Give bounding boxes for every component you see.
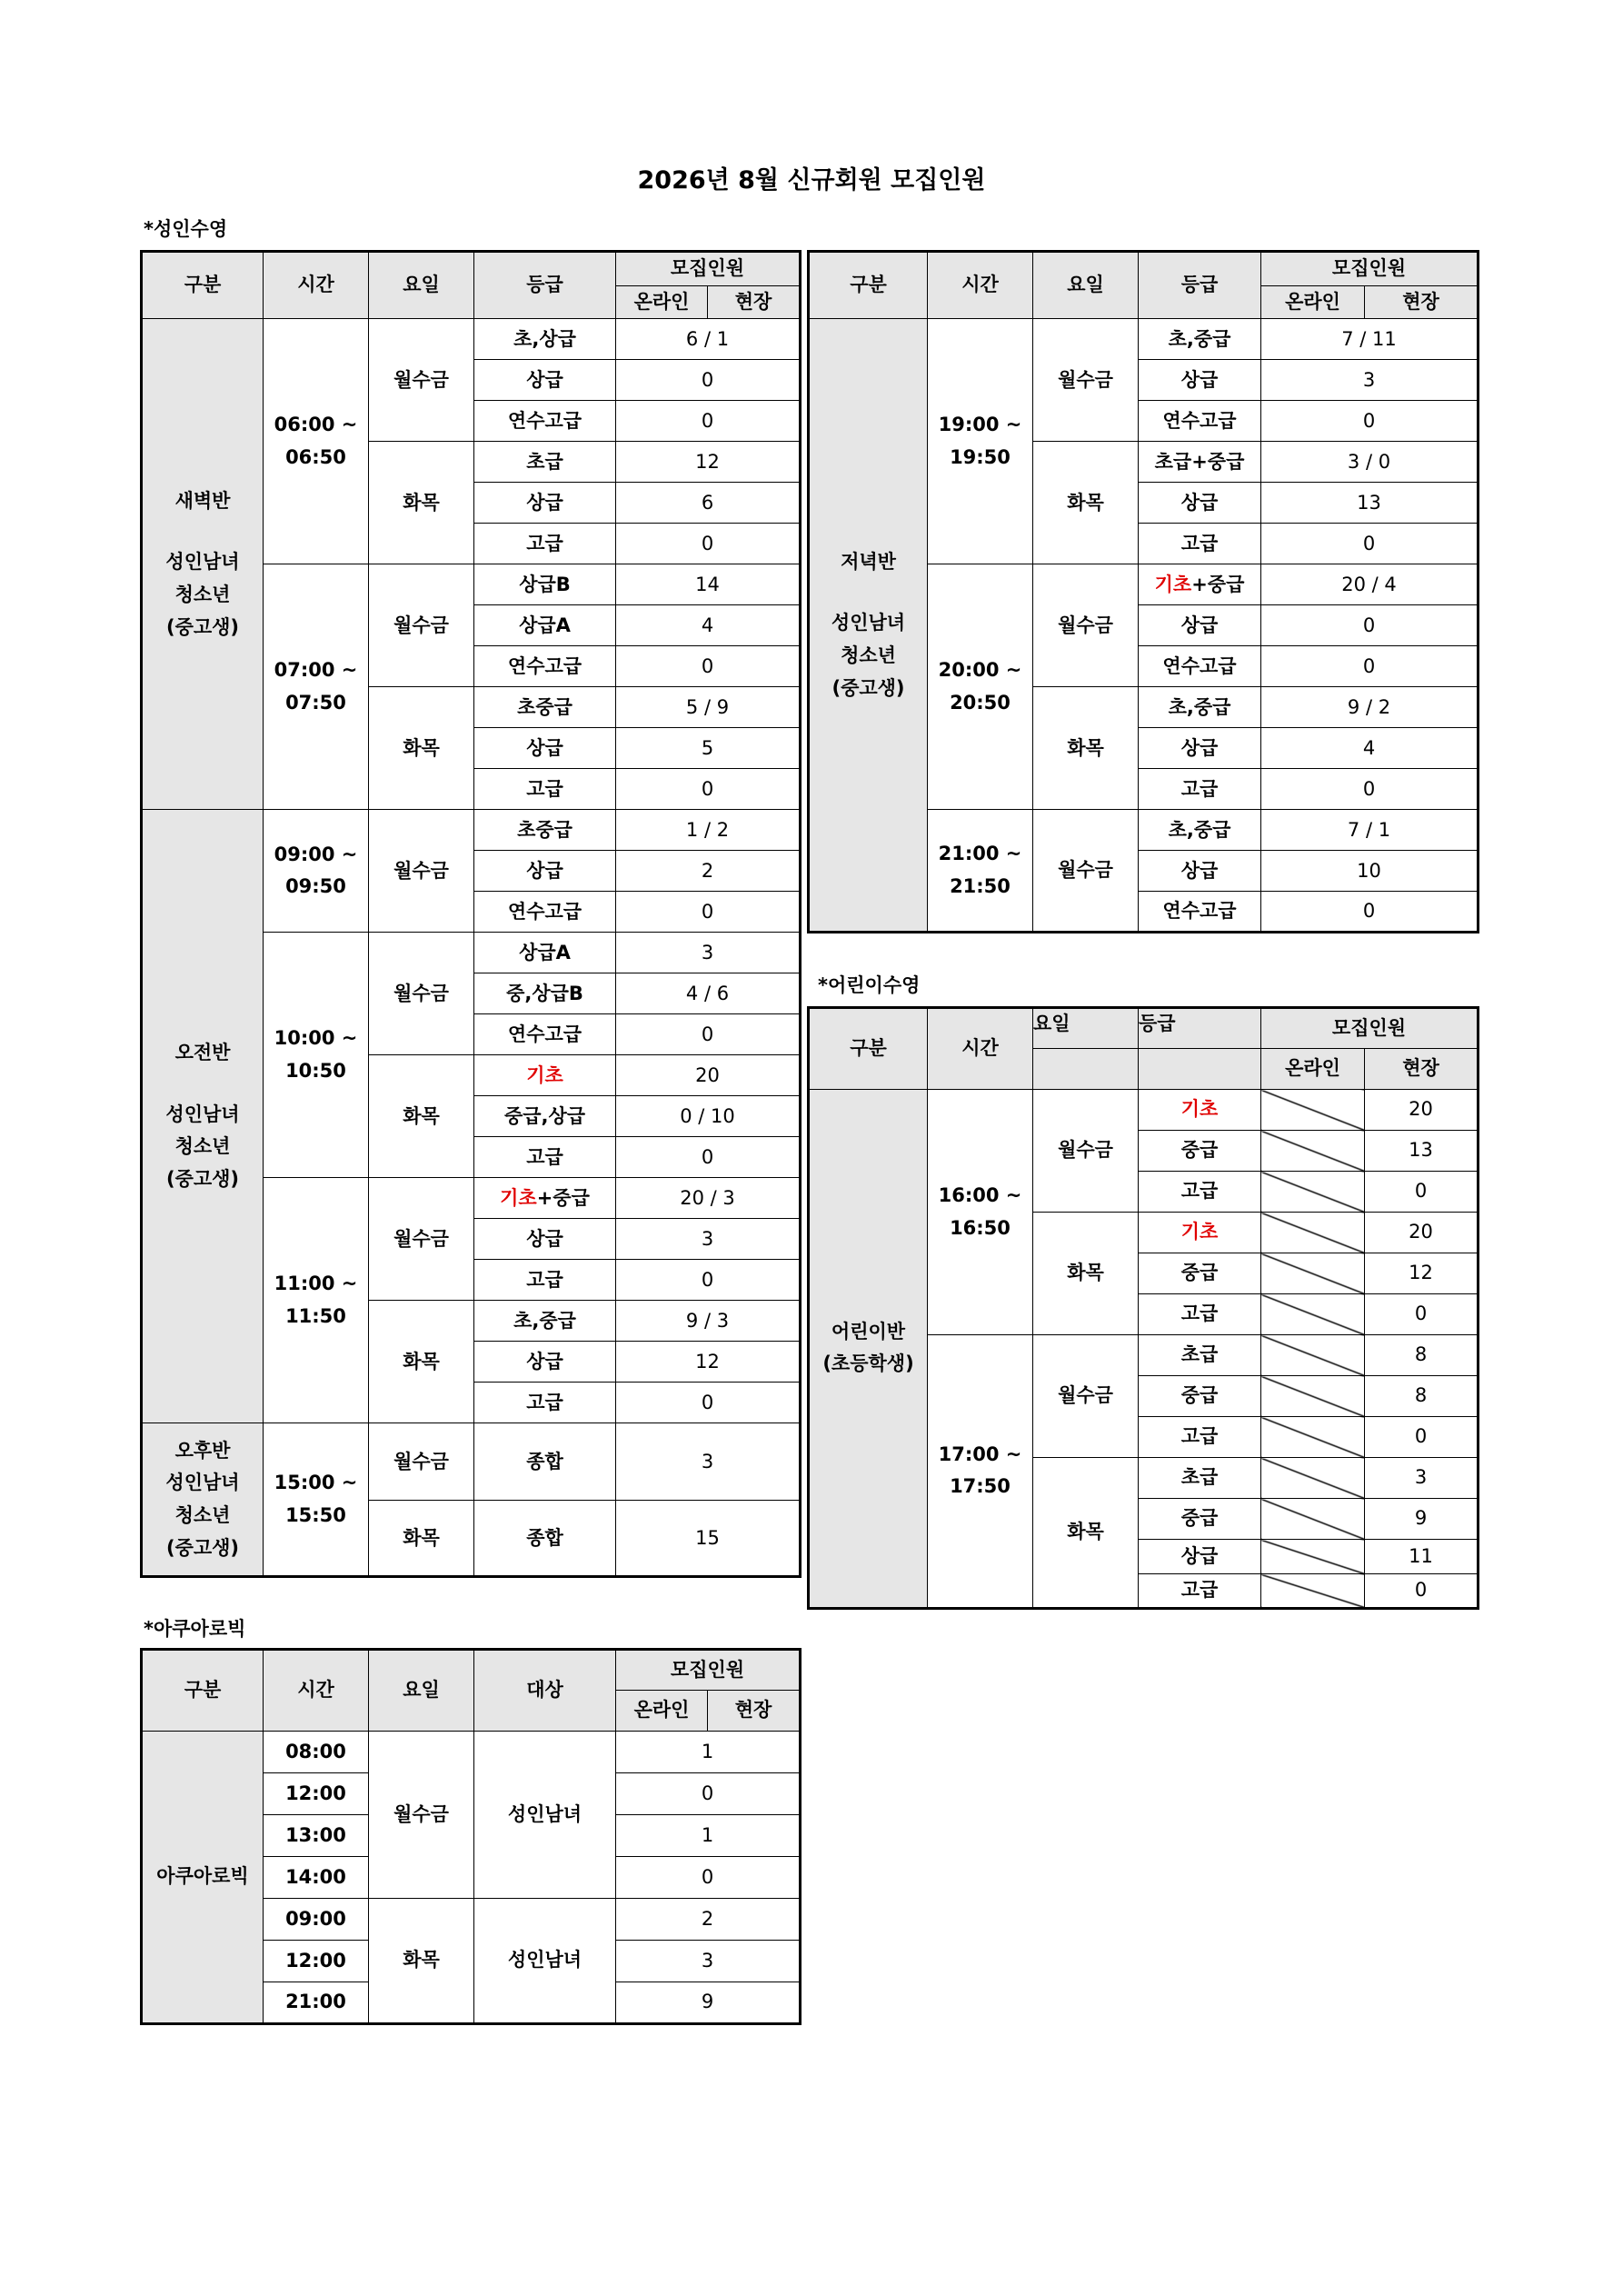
count-cell: 4 / 6 xyxy=(616,973,801,1014)
header-category: 구분 xyxy=(142,1650,264,1732)
level-cell: 고급 xyxy=(1139,1574,1261,1609)
group-desc: 청소년 xyxy=(174,583,231,605)
section-aqua-label: *아쿠아로빅 xyxy=(144,1618,246,1640)
level-cell: 고급 xyxy=(1139,1172,1261,1213)
count-cell: 0 xyxy=(616,1260,801,1301)
time-start: 16:00 ~ xyxy=(938,1183,1022,1206)
level-cell: 연수고급 xyxy=(1139,401,1261,442)
time-start: 20:00 ~ xyxy=(938,659,1022,682)
count-cell: 20 xyxy=(616,1055,801,1096)
level-cell: 고급 xyxy=(1139,524,1261,564)
online-na-cell xyxy=(1261,1574,1365,1609)
level-cell: 초급 xyxy=(1139,1335,1261,1376)
online-na-cell xyxy=(1261,1499,1365,1540)
level-rest-part: +중급 xyxy=(536,1186,590,1209)
online-na-cell xyxy=(1261,1213,1365,1253)
group-desc: 성인남녀 xyxy=(165,1103,240,1125)
count-cell: 3 xyxy=(616,1941,801,1982)
group-desc: (중고생) xyxy=(165,1536,240,1559)
header-level: 등급 xyxy=(474,252,616,319)
level-cell: 기초 xyxy=(1139,1090,1261,1131)
header-day: 요일 xyxy=(1033,1008,1139,1049)
group-desc: 성인남녀 xyxy=(165,551,240,574)
level-cell: 초,중급 xyxy=(474,1301,616,1342)
level-cell: 중급 xyxy=(1139,1376,1261,1417)
time-end: 09:50 xyxy=(285,875,346,898)
level-cell: 고급 xyxy=(474,1383,616,1423)
time-end: 16:50 xyxy=(950,1216,1011,1239)
level-cell: 상급 xyxy=(1139,605,1261,646)
header-level: 등급 xyxy=(1139,252,1261,319)
count-cell: 6 xyxy=(616,483,801,524)
time-end: 19:50 xyxy=(950,445,1011,468)
day-cell: 월수금 xyxy=(369,1178,474,1301)
level-cell: 초,중급 xyxy=(1139,810,1261,851)
level-cell: 고급 xyxy=(474,1260,616,1301)
level-cell: 중급 xyxy=(1139,1499,1261,1540)
count-cell: 0 xyxy=(1261,605,1479,646)
day-cell: 월수금 xyxy=(1033,319,1139,442)
group-desc: 성인남녀 xyxy=(831,612,906,634)
count-cell: 0 xyxy=(616,1857,801,1899)
time-start: 15:00 ~ xyxy=(274,1472,358,1494)
day-cell: 화목 xyxy=(1033,442,1139,564)
count-cell: 4 xyxy=(616,605,801,646)
header-onsite: 현장 xyxy=(708,285,801,319)
count-cell: 12 xyxy=(616,1342,801,1383)
header-time: 시간 xyxy=(264,1650,369,1732)
level-cell: 고급 xyxy=(474,769,616,810)
level-rest-part: +중급 xyxy=(1191,573,1245,595)
group-desc: 청소년 xyxy=(174,1503,231,1526)
count-cell: 0 xyxy=(1261,646,1479,687)
day-cell: 화목 xyxy=(369,687,474,810)
time-start: 09:00 ~ xyxy=(274,843,358,865)
count-cell: 3 xyxy=(616,933,801,973)
level-cell: 상급B xyxy=(474,564,616,605)
count-cell: 0 / 10 xyxy=(616,1096,801,1137)
group-dawn xyxy=(142,319,264,810)
level-cell: 상급 xyxy=(1139,1540,1261,1574)
count-cell: 0 xyxy=(616,1137,801,1178)
day-cell: 화목 xyxy=(1033,1213,1139,1335)
count-cell: 0 xyxy=(616,1773,801,1815)
time-start: 19:00 ~ xyxy=(938,414,1022,436)
day-cell: 월수금 xyxy=(369,1732,474,1899)
count-cell: 20 / 3 xyxy=(616,1178,801,1219)
header-onsite: 현장 xyxy=(1365,1049,1479,1090)
count-cell: 0 xyxy=(616,646,801,687)
count-cell: 2 xyxy=(616,1899,801,1941)
level-cell: 연수고급 xyxy=(1139,892,1261,933)
count-cell: 0 xyxy=(616,1383,801,1423)
onsite-count: 20 xyxy=(1365,1090,1479,1131)
level-cell: 상급A xyxy=(474,933,616,973)
day-cell: 월수금 xyxy=(1033,810,1139,933)
group-desc: (초등학생) xyxy=(822,1353,914,1375)
onsite-count: 9 xyxy=(1365,1499,1479,1540)
day-cell: 월수금 xyxy=(1033,564,1139,687)
group-desc: 청소년 xyxy=(841,644,896,666)
header-recruit: 모집인원 xyxy=(1261,252,1479,286)
level-cell: 기초 xyxy=(474,1055,616,1096)
group-afternoon xyxy=(142,1423,264,1577)
day-cell: 월수금 xyxy=(1033,1335,1139,1458)
online-na-cell xyxy=(1261,1172,1365,1213)
header-recruit: 모집인원 xyxy=(616,1650,801,1691)
header-category: 구분 xyxy=(142,252,264,319)
header-level: 등급 xyxy=(1139,1008,1261,1049)
level-red-part: 기초 xyxy=(1154,573,1192,595)
time-cell: 14:00 xyxy=(264,1857,369,1899)
time-cell: 12:00 xyxy=(264,1941,369,1982)
level-cell: 종합 xyxy=(474,1501,616,1577)
time-end: 06:50 xyxy=(285,445,346,468)
time-end: 07:50 xyxy=(285,691,346,714)
time-cell: 08:00 xyxy=(264,1732,369,1773)
online-na-cell xyxy=(1261,1458,1365,1499)
level-cell: 연수고급 xyxy=(1139,646,1261,687)
count-cell: 7 / 11 xyxy=(1261,319,1479,360)
header-time: 시간 xyxy=(928,1008,1033,1090)
kids-schedule-table xyxy=(807,1006,1479,1610)
level-cell: 상급 xyxy=(474,851,616,892)
count-cell: 0 xyxy=(1261,769,1479,810)
count-cell: 0 xyxy=(1261,401,1479,442)
level-cell: 고급 xyxy=(1139,1417,1261,1458)
count-cell: 5 xyxy=(616,728,801,769)
online-na-cell xyxy=(1261,1376,1365,1417)
count-cell: 10 xyxy=(1261,851,1479,892)
time-slot xyxy=(928,1335,1033,1609)
time-slot xyxy=(928,1090,1033,1335)
group-name: 어린이반 xyxy=(831,1320,906,1343)
count-cell: 12 xyxy=(616,442,801,483)
count-cell: 9 xyxy=(616,1982,801,2024)
day-cell: 화목 xyxy=(1033,687,1139,810)
onsite-count: 8 xyxy=(1365,1335,1479,1376)
adult-schedule-table-left xyxy=(140,250,802,1578)
level-cell: 기초 xyxy=(1139,1213,1261,1253)
level-cell: 초,상급 xyxy=(474,319,616,360)
group-morning xyxy=(142,810,264,1423)
count-cell: 0 xyxy=(616,360,801,401)
time-slot xyxy=(264,564,369,810)
time-end: 10:50 xyxy=(285,1059,346,1082)
count-cell: 2 xyxy=(616,851,801,892)
level-cell: 연수고급 xyxy=(474,401,616,442)
onsite-count: 12 xyxy=(1365,1253,1479,1294)
section-kids-label: *어린이수영 xyxy=(818,974,921,996)
time-cell: 13:00 xyxy=(264,1815,369,1857)
onsite-count: 0 xyxy=(1365,1172,1479,1213)
group-desc: (중고생) xyxy=(165,615,240,638)
time-slot xyxy=(928,319,1033,564)
header-day: 요일 xyxy=(1033,252,1139,319)
level-cell: 초중급 xyxy=(474,687,616,728)
time-end: 17:50 xyxy=(950,1475,1011,1498)
day-cell: 월수금 xyxy=(369,810,474,933)
day-cell: 월수금 xyxy=(369,564,474,687)
day-cell: 화목 xyxy=(369,442,474,564)
onsite-count: 0 xyxy=(1365,1574,1479,1609)
onsite-count: 0 xyxy=(1365,1417,1479,1458)
count-cell: 1 xyxy=(616,1815,801,1857)
level-cell: 상급 xyxy=(474,483,616,524)
count-cell: 4 xyxy=(1261,728,1479,769)
header-recruit: 모집인원 xyxy=(1261,1008,1479,1049)
onsite-count: 3 xyxy=(1365,1458,1479,1499)
day-cell: 화목 xyxy=(369,1301,474,1423)
group-name: 새벽반 xyxy=(174,489,231,512)
level-cell: 연수고급 xyxy=(474,892,616,933)
group-desc: (중고생) xyxy=(831,676,905,699)
online-na-cell xyxy=(1261,1294,1365,1335)
header-level-blank xyxy=(1139,1049,1261,1090)
count-cell: 0 xyxy=(616,524,801,564)
header-day-blank xyxy=(1033,1049,1139,1090)
onsite-count: 20 xyxy=(1365,1213,1479,1253)
group-desc: 성인남녀 xyxy=(165,1472,240,1494)
time-start: 07:00 ~ xyxy=(274,659,358,682)
online-na-cell xyxy=(1261,1417,1365,1458)
onsite-count: 13 xyxy=(1365,1131,1479,1172)
time-cell: 12:00 xyxy=(264,1773,369,1815)
level-cell: 고급 xyxy=(1139,769,1261,810)
header-day: 요일 xyxy=(369,252,474,319)
day-cell: 화목 xyxy=(369,1899,474,2024)
time-slot xyxy=(264,810,369,933)
group-aqua: 아쿠아로빅 xyxy=(142,1732,264,2024)
level-cell: 상급 xyxy=(1139,728,1261,769)
time-slot xyxy=(264,1178,369,1423)
count-cell: 0 xyxy=(616,892,801,933)
count-cell: 1 / 2 xyxy=(616,810,801,851)
level-cell: 상급 xyxy=(1139,483,1261,524)
time-start: 10:00 ~ xyxy=(274,1027,358,1050)
time-cell: 09:00 xyxy=(264,1899,369,1941)
level-cell: 중,상급B xyxy=(474,973,616,1014)
day-cell: 월수금 xyxy=(369,1423,474,1501)
count-cell: 14 xyxy=(616,564,801,605)
group-desc: 청소년 xyxy=(174,1135,231,1158)
count-cell: 9 / 3 xyxy=(616,1301,801,1342)
time-start: 11:00 ~ xyxy=(274,1273,358,1295)
count-cell: 13 xyxy=(1261,483,1479,524)
online-na-cell xyxy=(1261,1540,1365,1574)
level-cell: 고급 xyxy=(1139,1294,1261,1335)
header-day: 요일 xyxy=(369,1650,474,1732)
count-cell: 5 / 9 xyxy=(616,687,801,728)
count-cell: 9 / 2 xyxy=(1261,687,1479,728)
onsite-count: 0 xyxy=(1365,1294,1479,1335)
header-online: 온라인 xyxy=(616,285,708,319)
header-target: 대상 xyxy=(474,1650,616,1732)
group-evening xyxy=(809,319,928,933)
level-cell: 초,중급 xyxy=(1139,687,1261,728)
count-cell: 15 xyxy=(616,1501,801,1577)
onsite-count: 11 xyxy=(1365,1540,1479,1574)
time-start: 06:00 ~ xyxy=(274,414,358,436)
target-cell: 성인남녀 xyxy=(474,1899,616,2024)
count-cell: 1 xyxy=(616,1732,801,1773)
day-cell: 월수금 xyxy=(369,933,474,1055)
level-cell: 상급 xyxy=(1139,360,1261,401)
count-cell: 0 xyxy=(616,401,801,442)
header-category: 구분 xyxy=(809,1008,928,1090)
header-time: 시간 xyxy=(928,252,1033,319)
level-cell: 초중급 xyxy=(474,810,616,851)
count-cell: 3 xyxy=(616,1423,801,1501)
online-na-cell xyxy=(1261,1131,1365,1172)
time-start: 17:00 ~ xyxy=(938,1442,1022,1465)
count-cell: 3 xyxy=(1261,360,1479,401)
count-cell: 3 xyxy=(616,1219,801,1260)
day-cell: 화목 xyxy=(1033,1458,1139,1609)
group-name: 오전반 xyxy=(174,1042,231,1063)
count-cell: 0 xyxy=(616,769,801,810)
level-cell xyxy=(1139,564,1261,605)
header-category: 구분 xyxy=(809,252,928,319)
header-online: 온라인 xyxy=(1261,1049,1365,1090)
time-end: 11:50 xyxy=(285,1304,346,1327)
time-slot xyxy=(928,810,1033,933)
level-cell xyxy=(474,1178,616,1219)
level-cell: 초급+중급 xyxy=(1139,442,1261,483)
level-cell: 중급 xyxy=(1139,1131,1261,1172)
level-cell: 상급 xyxy=(1139,851,1261,892)
count-cell: 0 xyxy=(1261,524,1479,564)
count-cell: 0 xyxy=(1261,892,1479,933)
level-cell: 연수고급 xyxy=(474,1014,616,1055)
level-cell: 초,중급 xyxy=(1139,319,1261,360)
group-desc: (중고생) xyxy=(165,1168,240,1191)
header-online: 온라인 xyxy=(1261,285,1365,319)
time-end: 15:50 xyxy=(285,1503,346,1526)
day-cell: 화목 xyxy=(369,1055,474,1178)
level-cell: 상급 xyxy=(474,360,616,401)
header-online: 온라인 xyxy=(616,1691,708,1732)
level-cell: 연수고급 xyxy=(474,646,616,687)
level-cell: 상급 xyxy=(474,1219,616,1260)
group-name: 저녁반 xyxy=(841,550,896,573)
header-recruit: 모집인원 xyxy=(616,252,801,286)
time-slot xyxy=(264,1423,369,1577)
online-na-cell xyxy=(1261,1335,1365,1376)
day-cell: 월수금 xyxy=(369,319,474,442)
day-cell: 월수금 xyxy=(1033,1090,1139,1213)
level-cell: 상급 xyxy=(474,1342,616,1383)
level-cell: 중급,상급 xyxy=(474,1096,616,1137)
count-cell: 0 xyxy=(616,1014,801,1055)
group-name: 오후반 xyxy=(174,1439,231,1462)
count-cell: 20 / 4 xyxy=(1261,564,1479,605)
count-cell: 7 / 1 xyxy=(1261,810,1479,851)
time-end: 20:50 xyxy=(950,691,1011,714)
level-cell: 고급 xyxy=(474,524,616,564)
header-onsite: 현장 xyxy=(1365,285,1479,319)
header-onsite: 현장 xyxy=(708,1691,801,1732)
day-cell: 화목 xyxy=(369,1501,474,1577)
page-title: 2026년 8월 신규회원 모집인원 xyxy=(637,166,986,195)
level-red-part: 기초 xyxy=(500,1186,537,1209)
count-cell: 3 / 0 xyxy=(1261,442,1479,483)
adult-schedule-table-right xyxy=(807,250,1479,933)
level-cell: 초급 xyxy=(474,442,616,483)
aqua-schedule-table xyxy=(140,1648,802,2025)
level-cell: 종합 xyxy=(474,1423,616,1501)
level-cell: 초급 xyxy=(1139,1458,1261,1499)
section-adult-label: *성인수영 xyxy=(144,218,228,240)
time-cell: 21:00 xyxy=(264,1982,369,2024)
time-slot xyxy=(264,933,369,1178)
level-cell: 중급 xyxy=(1139,1253,1261,1294)
online-na-cell xyxy=(1261,1090,1365,1131)
onsite-count: 8 xyxy=(1365,1376,1479,1417)
target-cell: 성인남녀 xyxy=(474,1732,616,1899)
online-na-cell xyxy=(1261,1253,1365,1294)
level-cell: 상급A xyxy=(474,605,616,646)
time-start: 21:00 ~ xyxy=(938,843,1022,865)
level-cell: 상급 xyxy=(474,728,616,769)
time-slot xyxy=(264,319,369,564)
count-cell: 6 / 1 xyxy=(616,319,801,360)
header-time: 시간 xyxy=(264,252,369,319)
time-slot xyxy=(928,564,1033,810)
group-kids xyxy=(809,1090,928,1609)
level-cell: 고급 xyxy=(474,1137,616,1178)
time-end: 21:50 xyxy=(950,874,1011,897)
